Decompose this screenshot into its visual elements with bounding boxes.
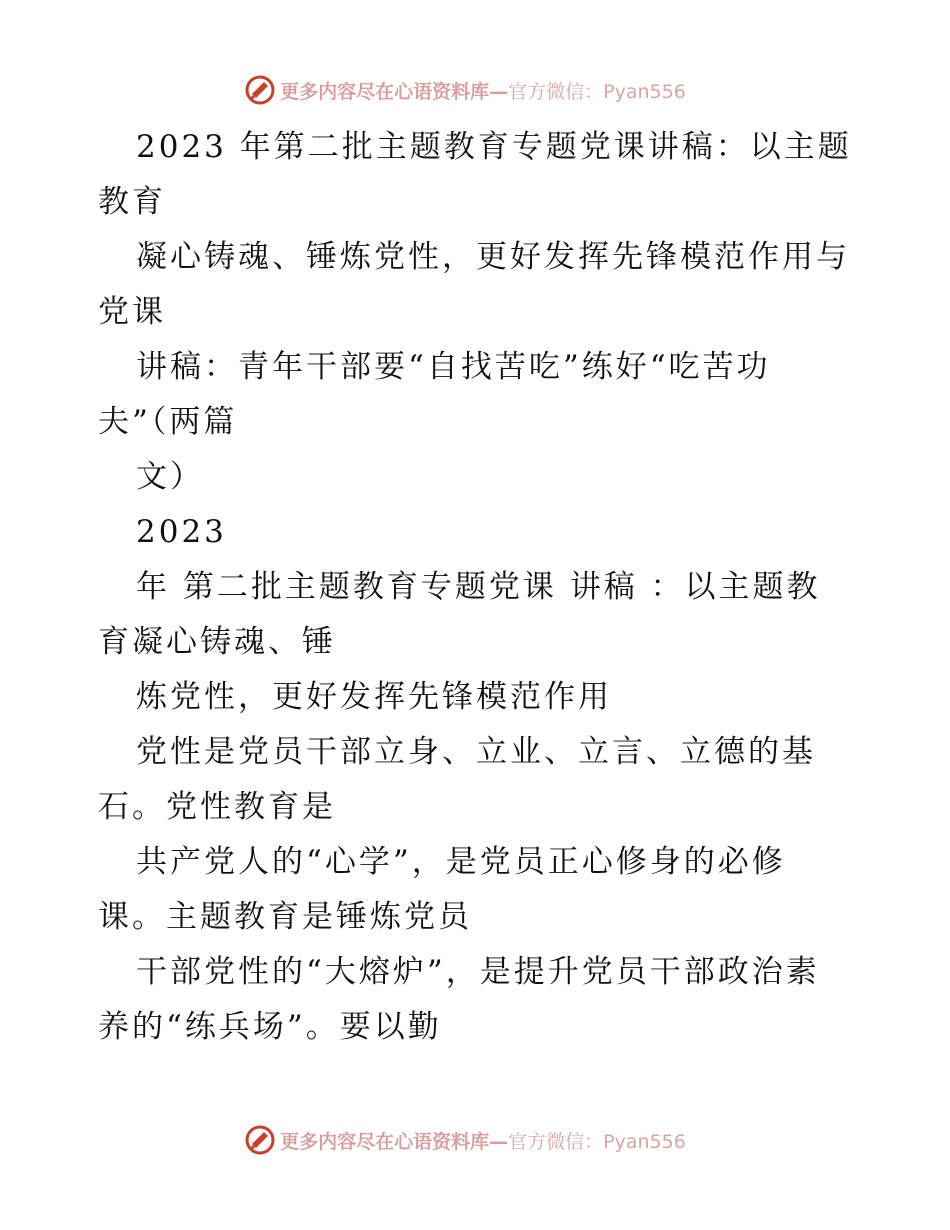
header-banner-text [280, 77, 686, 104]
footer-banner [0, 1120, 950, 1160]
footer-banner-text [280, 1127, 686, 1154]
doc-line: 养的“练兵场”。要以勤 [98, 1009, 442, 1045]
doc-line: 文） [136, 459, 204, 495]
doc-line: 育凝心铸魂、锤 [98, 624, 336, 660]
header-banner-sep: — [489, 80, 509, 103]
doc-line: 炼党性，更好发挥先锋模范作用 [136, 679, 612, 715]
doc-line: 共产党人的“心学”，是党员正心修身的必修 [136, 844, 786, 880]
footer-banner-wechat: 官方微信：Pyan556 [508, 1130, 686, 1153]
logo-icon [244, 74, 276, 106]
header-banner [0, 70, 950, 110]
doc-line: 2023 [136, 514, 227, 550]
doc-line: 干部党性的“大熔炉”，是提升党员干部政治素 [136, 954, 820, 990]
document-body [98, 120, 858, 1055]
doc-line: 党性是党员干部立身、立业、立言、立德的基 [136, 734, 816, 770]
footer-banner-main: 更多内容尽在心语资料库 [280, 1130, 490, 1153]
footer-banner-sep: — [489, 1130, 509, 1153]
doc-line: 夫”（两篇 [98, 404, 238, 440]
doc-line: 凝心铸魂、锤炼党性，更好发挥先锋模范作用与 [136, 239, 850, 275]
doc-line: 2023 年第二批主题教育专题党课讲稿：以主题 [136, 129, 852, 165]
header-banner-main: 更多内容尽在心语资料库 [280, 80, 490, 103]
logo-icon [244, 1124, 276, 1156]
doc-line: 教育 [98, 184, 166, 220]
doc-line: 石。党性教育是 [98, 789, 336, 825]
header-banner-wechat: 官方微信：Pyan556 [508, 80, 686, 103]
doc-line: 年 第二批主题教育专题党课 讲稿 ：以主题教 [136, 569, 821, 605]
doc-line: 党课 [98, 294, 166, 330]
doc-line: 课。主题教育是锤炼党员 [98, 899, 472, 935]
doc-line: 讲稿：青年干部要“自找苦吃”练好“吃苦功 [136, 349, 771, 385]
